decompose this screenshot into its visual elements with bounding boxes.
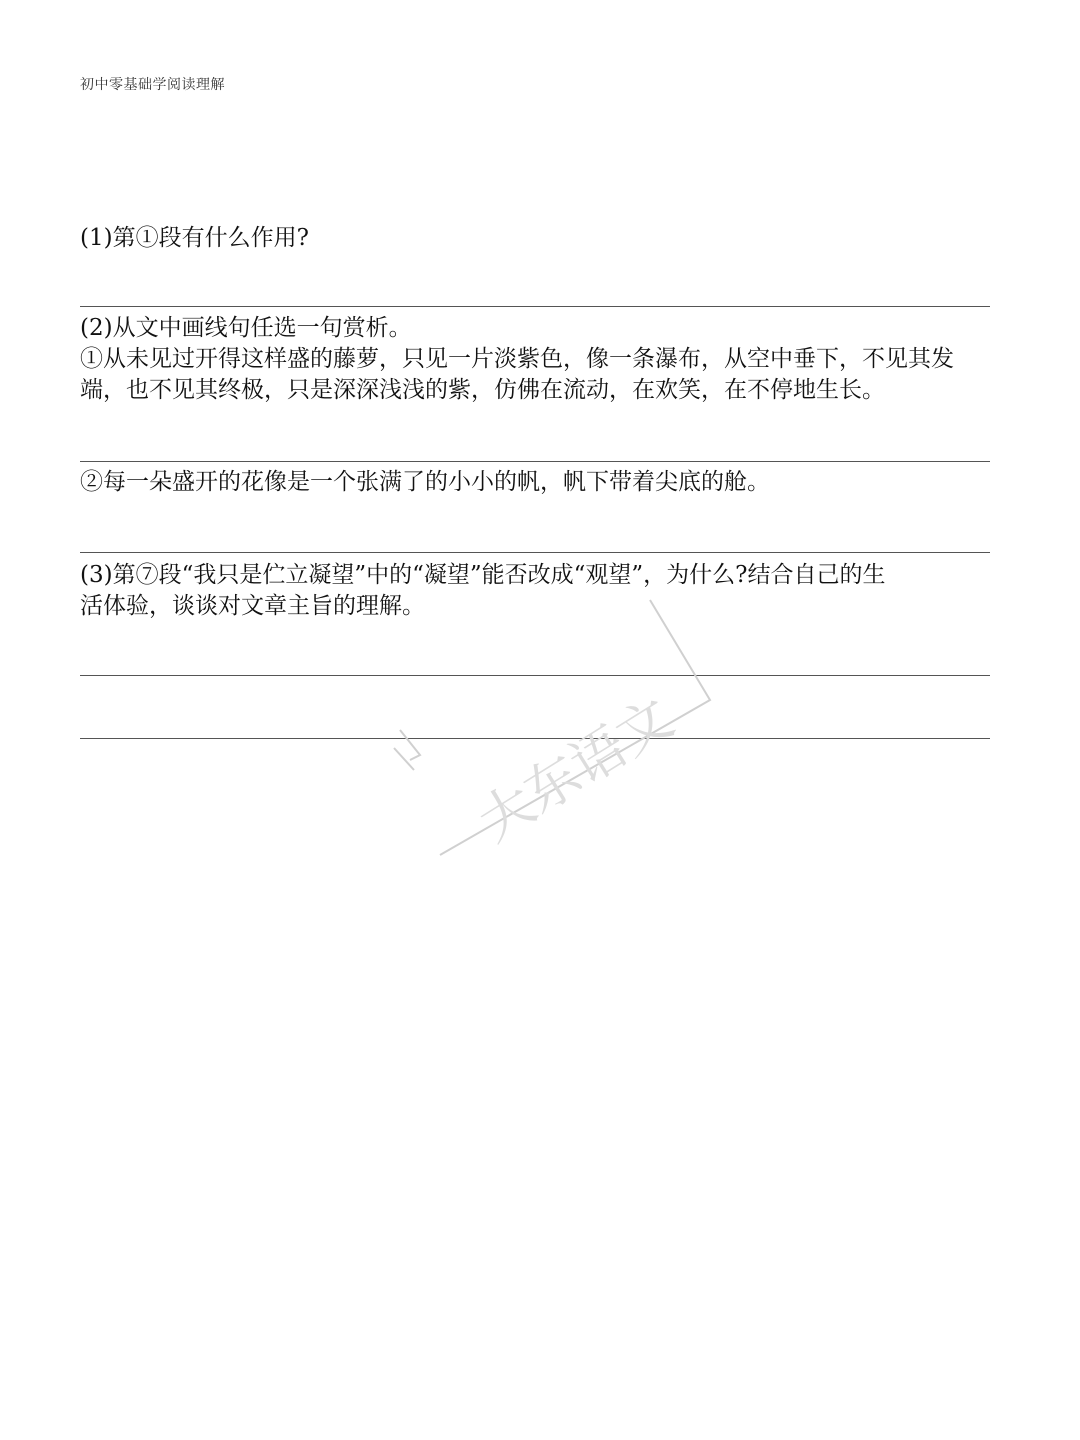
- answer-line-q3-1[interactable]: [80, 675, 990, 676]
- question-2-sentence-1-line-2: 端，也不见其终极，只是深深浅浅的紫，仿佛在流动，在欢笑，在不停地生长。: [80, 377, 885, 403]
- watermark-text: 大东语文: [467, 685, 684, 854]
- question-3-line-1: (3)第⑦段“我只是伫立凝望”中的“凝望”能否改成“观望”，为什么?结合自己的生: [80, 562, 886, 588]
- answer-line-q2-sentence-1[interactable]: [80, 461, 990, 462]
- answer-line-q1[interactable]: [80, 306, 990, 307]
- question-3-line-2: 活体验，谈谈对文章主旨的理解。: [80, 593, 425, 619]
- answer-line-q2-sentence-2[interactable]: [80, 552, 990, 553]
- answer-line-q3-2[interactable]: [80, 738, 990, 739]
- document-header: 初中零基础学阅读理解: [80, 77, 225, 93]
- question-1: (1)第①段有什么作用?: [80, 225, 309, 251]
- question-2-prompt: (2)从文中画线句任选一句赏析。: [80, 315, 412, 341]
- watermark-logo: [380, 580, 720, 870]
- question-2-sentence-2: ②每一朵盛开的花像是一个张满了的小小的帆，帆下带着尖底的舱。: [80, 469, 770, 495]
- question-2-sentence-1-line-1: ①从未见过开得这样盛的藤萝，只见一片淡紫色，像一条瀑布，从空中垂下，不见其发: [80, 346, 954, 372]
